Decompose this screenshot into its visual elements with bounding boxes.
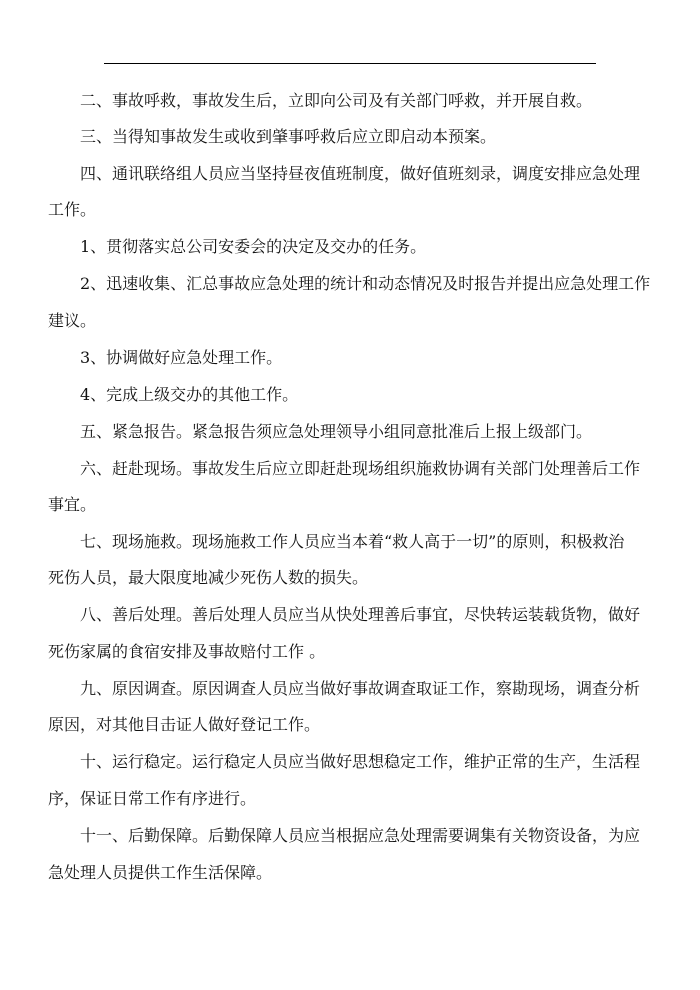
paragraph-8-line-2: 死伤家属的食宿安排及事故赔付工作 。 <box>48 642 326 661</box>
item-4-line-1: 4、完成上级交办的其他工作。 <box>80 385 299 404</box>
item-1-line-1: 1、贯彻落实总公司安委会的决定及交办的任务。 <box>80 237 427 256</box>
header-rule <box>104 63 596 64</box>
item-2-line-1: 2、迅速收集、汇总事故应急处理的统计和动态情况及时报告并提出应急处理工作 <box>80 274 651 293</box>
paragraph-3-line-1: 三、当得知事故发生或收到肇事呼救后应立即启动本预案。 <box>80 127 497 146</box>
item-3-line-1: 3、协调做好应急处理工作。 <box>80 348 283 367</box>
paragraph-5-line-1: 五、紧急报告。紧急报告须应急处理领导小组同意批准后上报上级部门。 <box>80 422 593 441</box>
paragraph-11-line-1: 十一、后勤保障。后勤保障人员应当根据应急处理需要调集有关物资设备，为应 <box>80 826 641 845</box>
item-2-line-2: 建议。 <box>48 311 97 330</box>
paragraph-10-line-1: 十、运行稳定。运行稳定人员应当做好思想稳定工作，维护正常的生产，生活程 <box>80 752 641 771</box>
paragraph-10-line-2: 序，保证日常工作有序进行。 <box>48 789 257 808</box>
paragraph-6-line-2: 事宜。 <box>48 495 97 514</box>
paragraph-8-line-1: 八、善后处理。善后处理人员应当从快处理善后事宜，尽快转运装载货物，做好 <box>80 605 641 624</box>
paragraph-2-line-1: 二、事故呼救，事故发生后，立即向公司及有关部门呼救，并开展自救。 <box>80 91 593 110</box>
paragraph-9-line-2: 原因，对其他目击证人做好登记工作。 <box>48 715 321 734</box>
paragraph-4-line-1: 四、通讯联络组人员应当坚持昼夜值班制度，做好值班刻录，调度安排应急处理 <box>80 164 641 183</box>
paragraph-6-line-1: 六、赶赴现场。事故发生后应立即赶赴现场组织施救协调有关部门处理善后工作 <box>80 459 641 478</box>
paragraph-7-line-2: 死伤人员，最大限度地减少死伤人数的损失。 <box>48 568 369 587</box>
paragraph-4-line-2: 工作。 <box>48 200 97 219</box>
paragraph-11-line-2: 急处理人员提供工作生活保障。 <box>48 863 273 882</box>
paragraph-7-line-1: 七、现场施救。现场施救工作人员应当本着“救人高于一切”的原则，积极救治 <box>80 532 625 551</box>
paragraph-9-line-1: 九、原因调查。原因调查人员应当做好事故调查取证工作，察勘现场，调查分析 <box>80 679 641 698</box>
